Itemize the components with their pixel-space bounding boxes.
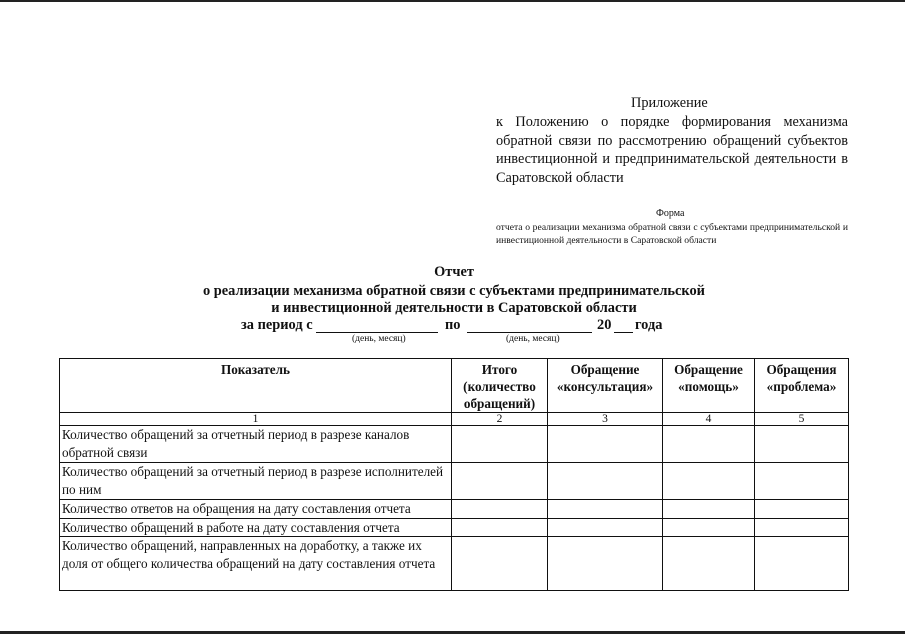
header-consultation: Обращение «консультация» [548,359,663,413]
table-cell [755,518,849,537]
table-cell [452,518,548,537]
header-total: Итого (количество обращений) [452,359,548,413]
header-indicator: Показатель [60,359,452,413]
table-row [60,426,849,463]
table-cell [755,463,849,500]
table-cell [452,426,548,463]
column-number: 2 [452,413,548,426]
table-cell [548,500,663,519]
report-subtitle-line2: и инвестиционной деятельности в Саратовской области [271,300,637,316]
row-label: Количество обращений за отчетный период в разрезе каналов обратной связи [60,426,452,463]
column-number: 4 [663,413,755,426]
report-table [59,358,849,591]
table-cell [755,537,849,591]
form-label: Форма [656,208,685,219]
row-label: Количество обращений, направленных на доработку, а также их доля от общего количества обращений на дату составления отчета [60,537,452,591]
table-row [60,537,849,591]
row-label: Количество ответов на обращения на дату составления отчета [60,500,452,519]
period-to-label: по [445,317,461,333]
table-cell [663,463,755,500]
table-cell [663,500,755,519]
report-subtitle-line1: о реализации механизма обратной связи с субъектами предпринимательской [203,283,705,299]
period-year-field [614,317,633,333]
table-cell [755,500,849,519]
table-row [60,463,849,500]
table-cell [663,426,755,463]
table-column-numbers [60,413,849,426]
table-cell [548,537,663,591]
row-label: Количество обращений в работе на дату составления отчета [60,518,452,537]
period-from-field [316,317,438,333]
header-problem: Обращения «проблема» [755,359,849,413]
table-row [60,518,849,537]
row-label: Количество обращений за отчетный период в разрезе исполнителей по ним [60,463,452,500]
hint-to: (день, месяц) [506,334,560,344]
column-number: 1 [60,413,452,426]
column-number: 5 [755,413,849,426]
report-title: Отчет [434,264,474,280]
period-year-prefix: 20 [597,317,612,333]
column-number: 3 [548,413,663,426]
table-cell [755,426,849,463]
hint-from: (день, месяц) [352,334,406,344]
page-top-border [0,0,905,2]
table-cell [663,518,755,537]
header-help: Обращение «помощь» [663,359,755,413]
table-cell [548,426,663,463]
table-header-row [60,359,849,413]
appendix-title: Приложение [631,95,708,111]
period-to-field [467,317,592,333]
page-bottom-border [0,631,905,634]
table-cell [452,537,548,591]
table-cell [548,518,663,537]
table-cell [548,463,663,500]
period-year-suffix: года [635,317,663,333]
table-cell [663,537,755,591]
appendix-body: к Положению о порядке формирования механизма обратной связи по рассмотрению обращений субъектов инвестиционной и предпринимательской деятельности в Саратовской области [496,114,848,186]
table-row [60,500,849,519]
table-cell [452,463,548,500]
period-from-label: за период с [241,317,313,333]
table-cell [452,500,548,519]
form-description: отчета о реализации механизма обратной связи с субъектами предпринимательской и инвестиционной деятельности в Саратовской области [496,222,848,246]
